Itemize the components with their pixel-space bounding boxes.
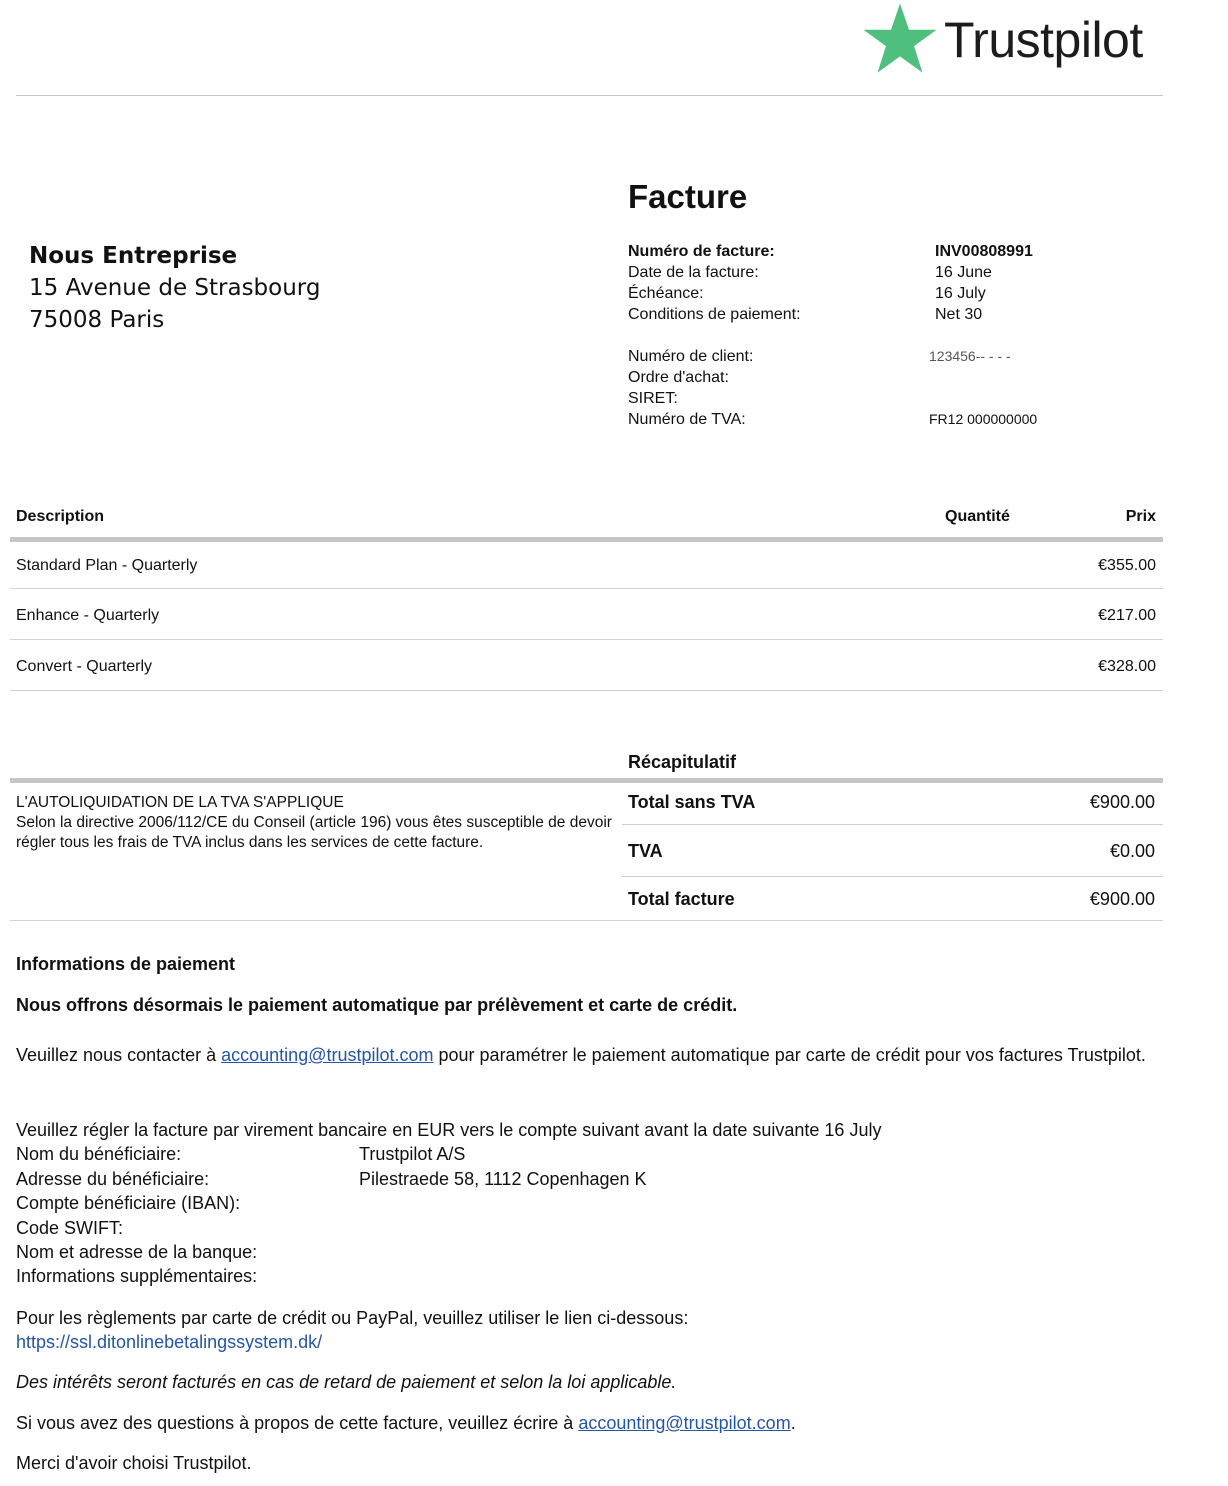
extra-info-label: Informations supplémentaires: [16, 1266, 258, 1287]
subtotal-value: €900.00 [1089, 792, 1155, 812]
table-row [16, 542, 1156, 592]
auto-payment-notice: Nous offrons désormais le paiement automatique par prélèvement et carte de crédit. [16, 995, 738, 1015]
purchase-order-value [929, 367, 1037, 388]
header-divider [16, 95, 1163, 96]
accounting-email-link[interactable]: accounting@trustpilot.com [221, 1045, 434, 1065]
thanks-note: Merci d'avoir choisi Trustpilot. [16, 1453, 252, 1473]
customer-address [29, 240, 320, 336]
summary-bottom-divider [10, 920, 1163, 921]
invoice-meta-values [935, 241, 1033, 325]
transfer-instruction: Veuillez régler la facture par virement bancaire en EUR vers le compte suivant avant la date suivante 16 July [16, 1120, 882, 1140]
row-price: €328.00 [1098, 658, 1156, 675]
invoice-number-value: INV00808991 [935, 243, 1033, 260]
customer-city: 75008 Paris [29, 307, 165, 333]
summary-divider [10, 778, 1163, 783]
invoice-due-label: Échéance: [628, 285, 704, 302]
late-interest-notice: Des intérêts seront facturés en cas de retard de paiement et selon la loi applicable. [16, 1372, 677, 1392]
client-meta-labels [628, 346, 753, 430]
payment-heading: Informations de paiement [16, 954, 236, 974]
tax-value: €0.00 [1109, 841, 1155, 861]
vat-number-value: FR12 000000000 [929, 411, 1038, 427]
invoice-title: Facture [628, 178, 748, 215]
client-number-value: 123456-- - - - [929, 348, 1011, 364]
iban-label: Compte bénéficiaire (IBAN): [16, 1193, 241, 1214]
siret-label: SIRET: [628, 390, 678, 407]
col-price: Prix [1125, 508, 1156, 525]
summary-title: Récapitulatif [628, 752, 737, 772]
reverse-charge-note [16, 793, 616, 853]
brand-name: Trustpilot [944, 12, 1143, 68]
invoice-due-value: 16 July [935, 285, 986, 302]
client-number-label: Numéro de client: [628, 348, 754, 365]
star-icon [862, 2, 938, 78]
beneficiary-name-row [16, 1142, 881, 1166]
row-description: Enhance - Quarterly [16, 607, 160, 624]
summary-row-divider [622, 824, 1163, 825]
customer-company: Nous Entreprise [29, 243, 238, 269]
beneficiary-address-label: Adresse du bénéficiaire: [16, 1168, 210, 1189]
table-row [16, 643, 1156, 693]
col-description: Description [16, 508, 105, 525]
row-description: Standard Plan - Quarterly [16, 557, 198, 574]
invoice-date-value: 16 June [935, 264, 992, 281]
summary-row-divider [622, 876, 1163, 877]
invoice-number-label: Numéro de facture: [628, 243, 775, 260]
vat-number-label: Numéro de TVA: [628, 411, 746, 428]
questions-text: Si vous avez des questions à propos de cette facture, veuillez écrire à [16, 1413, 579, 1433]
payment-portal-link[interactable]: https://ssl.ditonlinebetalingssystem.dk/ [16, 1332, 323, 1352]
card-payment-text: Pour les règlements par carte de crédit ou PayPal, veuillez utiliser le lien ci-dessous: [16, 1308, 689, 1328]
bank-label: Nom et adresse de la banque: [16, 1242, 258, 1262]
tax-label: TVA [628, 841, 663, 861]
beneficiary-address-value: Pilestraede 58, 1112 Copenhagen K [359, 1168, 647, 1189]
bank-transfer-block [16, 1118, 881, 1289]
payment-terms-value: Net 30 [935, 306, 983, 323]
total-value: €900.00 [1089, 889, 1155, 909]
contact-paragraph [16, 1043, 1156, 1067]
siret-value [929, 388, 1037, 409]
reverse-charge-heading: L'AUTOLIQUIDATION DE LA TVA S'APPLIQUE [16, 794, 344, 811]
contact-text: Veuillez nous contacter à [16, 1045, 222, 1065]
beneficiary-name-value: Trustpilot A/S [359, 1144, 466, 1165]
table-row [16, 592, 1156, 642]
subtotal-label: Total sans TVA [628, 792, 756, 812]
swift-label: Code SWIFT: [16, 1217, 124, 1238]
col-quantity: Quantité [945, 508, 1010, 525]
questions-paragraph [16, 1413, 796, 1434]
card-payment-block [16, 1306, 688, 1354]
invoice-date-label: Date de la facture: [628, 264, 759, 281]
row-price: €355.00 [1098, 557, 1156, 574]
questions-text-end: . [790, 1413, 796, 1433]
row-divider [10, 690, 1163, 691]
purchase-order-label: Ordre d'achat: [628, 369, 729, 386]
trustpilot-logo [862, 0, 1143, 80]
contact-text-end: pour paramétrer le paiement automatique par carte de crédit pour vos factures Trustpilot. [433, 1045, 1146, 1065]
row-divider [10, 639, 1163, 640]
invoice-meta-labels [628, 241, 801, 325]
total-label: Total facture [628, 889, 735, 909]
client-meta-values [929, 346, 1037, 430]
questions-email-link[interactable]: accounting@trustpilot.com [578, 1413, 791, 1433]
customer-street: 15 Avenue de Strasbourg [29, 275, 321, 301]
items-table-header [16, 508, 1156, 532]
reverse-charge-body: Selon la directive 2006/112/CE du Conseil (article 196) vous êtes susceptible de devoir régler tous les frais de TVA inclus dans les services de cette facture. [16, 814, 612, 851]
payment-terms-label: Conditions de paiement: [628, 306, 801, 323]
beneficiary-address-row [16, 1167, 881, 1191]
row-divider [10, 588, 1163, 589]
row-description: Convert - Quarterly [16, 658, 153, 675]
row-price: €217.00 [1098, 607, 1156, 624]
beneficiary-name-label: Nom du bénéficiaire: [16, 1144, 182, 1165]
